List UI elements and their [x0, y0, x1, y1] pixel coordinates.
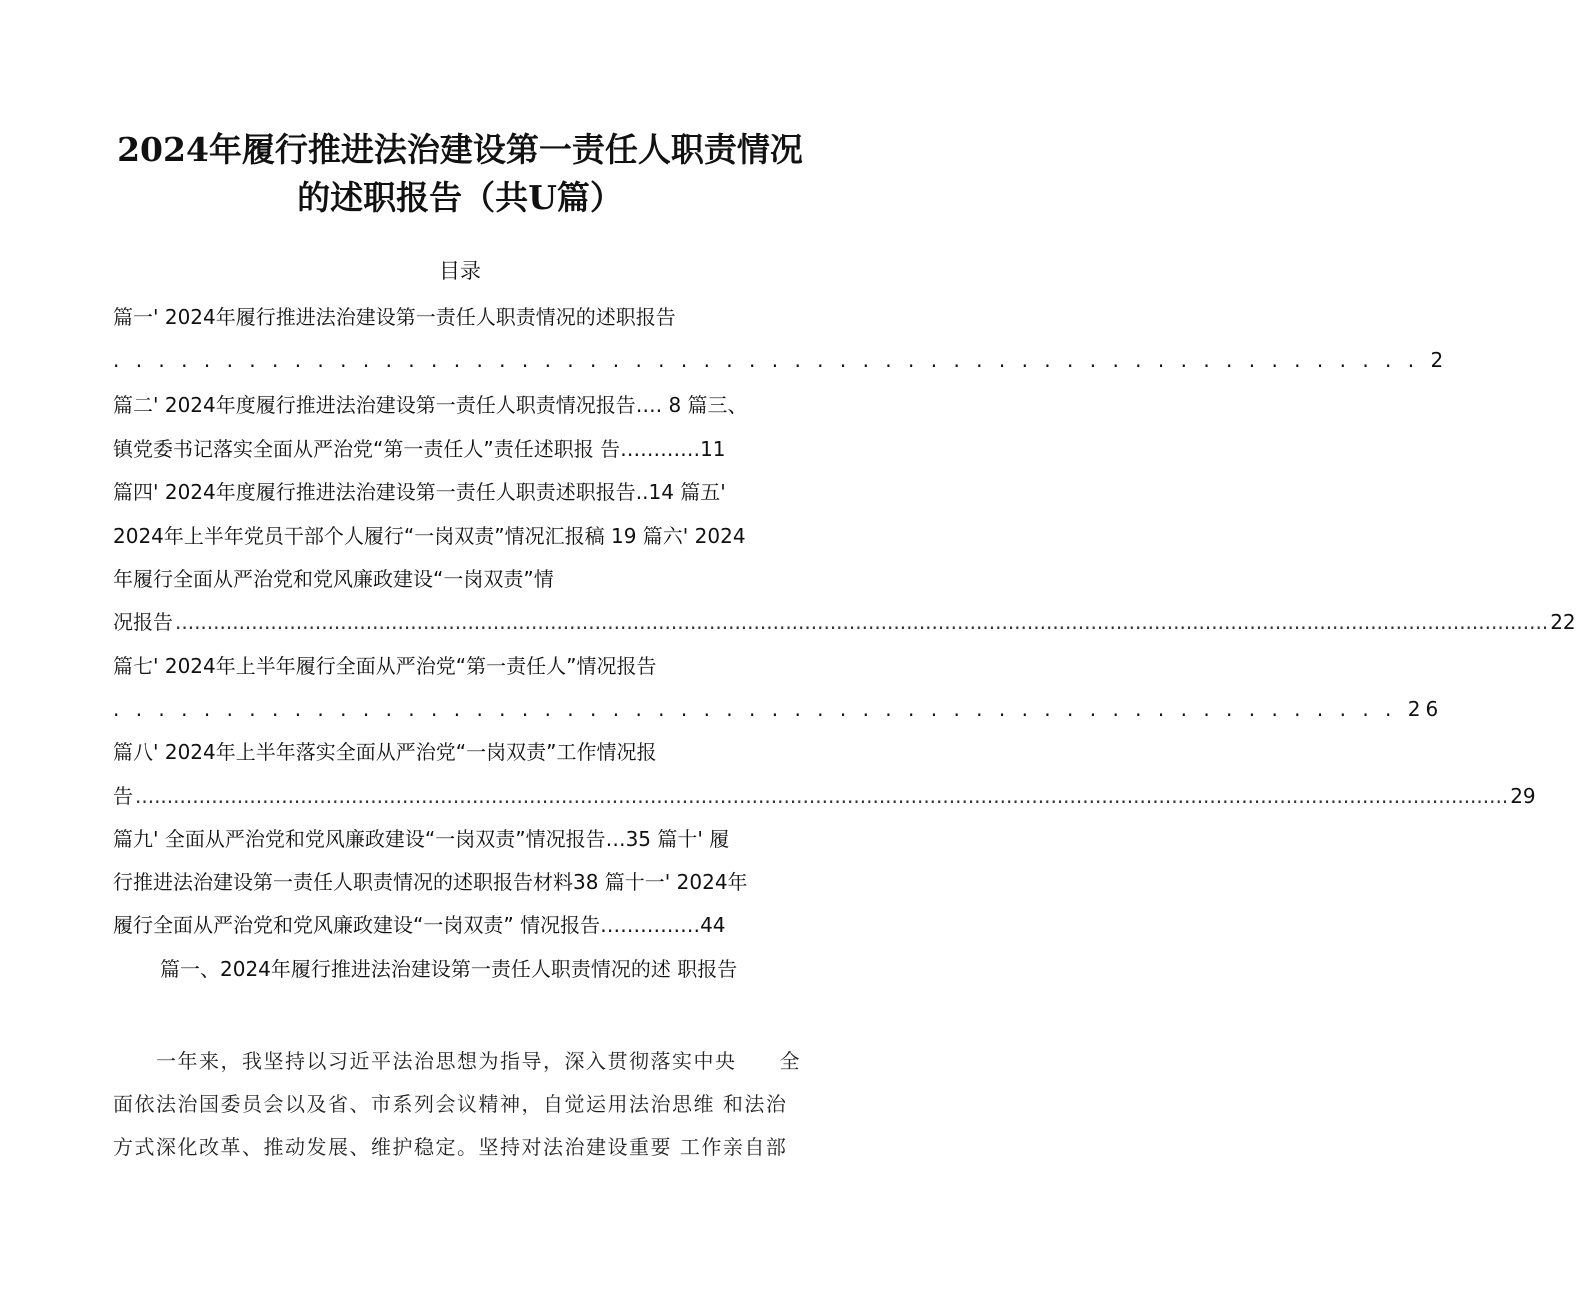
document-title-line-2: 的述职报告（共U篇） [297, 178, 623, 217]
toc-line: 篇二' 2024年度履行推进法治建设第一责任人职责情况报告…. 8 篇三、 [113, 393, 748, 417]
body-text-line: 面依法治国委员会以及省、市系列会议精神，自觉运用法治思维 和法治 [113, 1092, 788, 1116]
body-text-line: 方式深化改革、推动发展、维护稳定。坚持对法治建设重要 工作亲自部 [113, 1135, 788, 1159]
toc-leader-line: . . . . . . . . . . . . . . . . . . . . . . . . . . . . . . . . . . . . . . . . . . . . . . . . . . . . . . . . . 26 [113, 697, 1444, 721]
body-text-line: 一年来，我坚持以习近平法治思想为指导，深入贯彻落实中央 全 [113, 1049, 801, 1073]
toc-line: 篇七' 2024年上半年履行全面从严治党“第一责任人”情况报告 [113, 654, 657, 678]
toc-entry-text: 况报告 [113, 610, 173, 634]
toc-line: 镇党委书记落实全面从严治党“第一责任人”责任述职报 告…………11 [113, 437, 726, 461]
toc-line-with-leader [113, 607, 1576, 637]
toc-line: 篇一' 2024年履行推进法治建设第一责任人职责情况的述职报告 [113, 305, 676, 329]
toc-line: 篇八' 2024年上半年落实全面从严治党“一岗双责”工作情况报 [113, 740, 657, 764]
toc-line-with-leader [113, 781, 1536, 811]
toc-entry-text: 告 [113, 784, 133, 808]
dot-leader [135, 781, 1508, 811]
toc-line: 履行全面从严治党和党风廉政建设“一岗双责” 情况报告……………44 [113, 913, 726, 937]
document-title-line-1: 2024年履行推进法治建设第一责任人职责情况 [117, 130, 803, 169]
toc-page-number: 29 [1510, 784, 1536, 808]
toc-heading: 目录 [439, 259, 481, 283]
dot-leader [175, 607, 1548, 637]
toc-line: 行推进法治建设第一责任人职责情况的述职报告材料38 篇十一' 2024年 [113, 870, 748, 894]
toc-line: 篇四' 2024年度履行推进法治建设第一责任人职责述职报告..14 篇五' [113, 480, 726, 504]
toc-line: 篇九' 全面从严治党和党风廉政建设“一岗双责”情况报告…35 篇十' 履 [113, 827, 730, 851]
section-heading: 篇一、2024年履行推进法治建设第一责任人职责情况的述 职报告 [160, 957, 738, 981]
toc-line: 年履行全面从严治党和党风廉政建设“一岗双责”情 [113, 567, 554, 591]
toc-page-number: 22 [1550, 610, 1576, 634]
toc-line: 2024年上半年党员干部个人履行“一岗双责”情况汇报稿 19 篇六' 2024 [113, 524, 746, 548]
toc-leader-line: . . . . . . . . . . . . . . . . . . . . . . . . . . . . . . . . . . . . . . . . . . . . . . . . . . . . . . . . . . 2 [113, 348, 1449, 372]
